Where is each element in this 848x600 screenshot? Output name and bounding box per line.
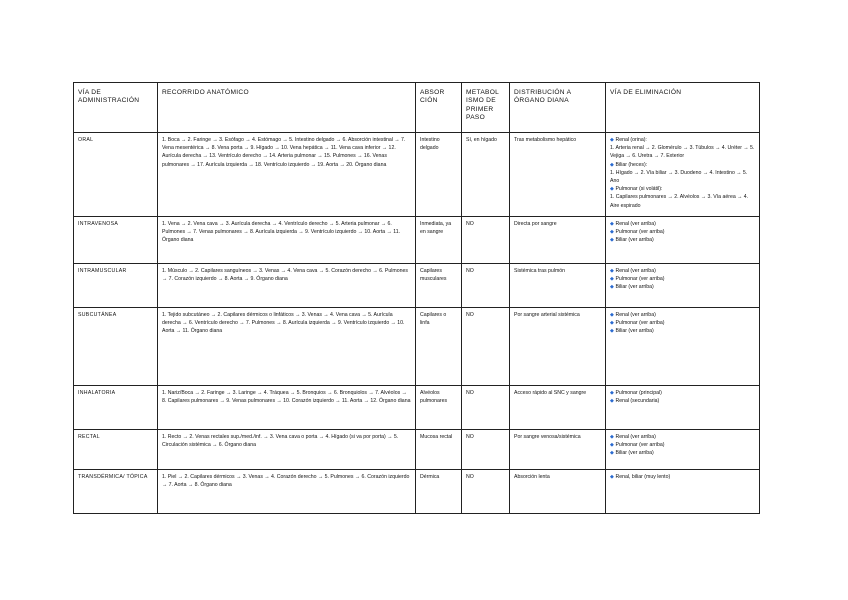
- table-row: [74, 217, 760, 264]
- diamond-bullet-icon: ◆: [610, 229, 614, 236]
- diamond-bullet-icon: ◆: [610, 434, 614, 440]
- route-absorcion: Alvéolos pulmonares: [416, 386, 462, 430]
- diamond-bullet-icon: ◆: [610, 320, 614, 327]
- route-eliminacion: [606, 430, 760, 470]
- table-header-row: [74, 83, 760, 133]
- table-row: [74, 470, 760, 514]
- route-metabolismo: NO: [462, 308, 510, 386]
- elimination-line: ◆ Pulmonar (ver arriba): [610, 276, 665, 283]
- header-eliminacion: VÍA DE ELIMINACIÓN: [606, 83, 760, 133]
- route-name: RECTAL: [74, 430, 158, 470]
- route-eliminacion: [606, 217, 760, 264]
- elimination-line: ◆ Pulmonar (ver arriba): [610, 229, 665, 236]
- diamond-bullet-icon: ◆: [610, 137, 614, 143]
- route-metabolismo: NO: [462, 386, 510, 430]
- diamond-bullet-icon: ◆: [610, 284, 614, 291]
- diamond-bullet-icon: ◆: [610, 328, 614, 335]
- diamond-bullet-icon: ◆: [610, 442, 614, 449]
- route-eliminacion: [606, 386, 760, 430]
- route-eliminacion: [606, 264, 760, 308]
- elimination-line: ◆ Renal (ver arriba): [610, 312, 656, 318]
- route-eliminacion: [606, 133, 760, 217]
- route-absorcion: Intestino delgado: [416, 133, 462, 217]
- elimination-line: ◆ Pulmonar (principal): [610, 390, 662, 396]
- route-name: INTRAMUSCULAR: [74, 264, 158, 308]
- diamond-bullet-icon: ◆: [610, 276, 614, 283]
- diamond-bullet-icon: ◆: [610, 268, 614, 274]
- route-recorrido: 1. Nariz/Boca → 2. Faringe → 3. Laringe → 4. Tráquea → 5. Bronquios → 6. Bronquiolos → 7. Alvéolos → 8. Capilares pulmonares → 9. Venas pulmonares → 10. Corazón izquierdo → 11. Aorta → 12. Órgano diana: [158, 386, 416, 430]
- elimination-line: ◆ Pulmonar (ver arriba): [610, 442, 665, 449]
- route-metabolismo: NO: [462, 430, 510, 470]
- route-eliminacion: [606, 470, 760, 514]
- route-recorrido: 1. Músculo → 2. Capilares sanguíneos → 3. Venas → 4. Vena cava → 5. Corazón derecho → 6. Pulmones → 7. Corazón izquierdo → 8. Aorta → 9. Órgano diana: [158, 264, 416, 308]
- route-metabolismo: NO: [462, 264, 510, 308]
- elimination-line: 1. Capilares pulmonares → 2. Alvéolos → 3. Vía aérea → 4. Aire espirado: [610, 194, 749, 209]
- route-distribucion: Acceso rápido al SNC y sangre: [510, 386, 606, 430]
- diamond-bullet-icon: ◆: [610, 186, 614, 193]
- elimination-line: 1. Arteria renal → 2. Glomérulo → 3. Túbulos → 4. Uréter → 5. Vejiga → 6. Uretra → 7. Exterior: [610, 145, 755, 160]
- elimination-line: ◆ Renal (orina):: [610, 137, 647, 143]
- elimination-line: ◆ Pulmonar (ver arriba): [610, 320, 665, 327]
- diamond-bullet-icon: ◆: [610, 390, 614, 396]
- header-absorcion: ABSOR CIÓN: [416, 83, 462, 133]
- route-distribucion: Absorción lenta: [510, 470, 606, 514]
- route-recorrido: 1. Vena → 2. Vena cava → 3. Aurícula derecha → 4. Ventrículo derecho → 5. Arteria pulmonar → 6. Pulmones → 7. Venas pulmonares → 8. Aurícula izquierda → 9. Ventrículo izquierdo → 10. Aorta → 11. Órgano diana: [158, 217, 416, 264]
- diamond-bullet-icon: ◆: [610, 221, 614, 227]
- elimination-line: ◆ Biliar (ver arriba): [610, 328, 654, 335]
- route-recorrido: 1. Recto → 2. Venas rectales sup./med./inf. → 3. Vena cava o porta → 4. Hígado (si va por porta) → 5. Circulación sistémica → 6. Órgano diana: [158, 430, 416, 470]
- route-name: INTRAVENOSA: [74, 217, 158, 264]
- route-absorcion: Capilares o linfa: [416, 308, 462, 386]
- elimination-line: ◆ Pulmonar (si volátil):: [610, 186, 663, 193]
- table-row: [74, 430, 760, 470]
- header-distribucion: DISTRIBUCIÓN A ÓRGANO DIANA: [510, 83, 606, 133]
- elimination-line: ◆ Renal (ver arriba): [610, 434, 656, 440]
- elimination-line: ◆ Biliar (ver arriba): [610, 284, 654, 291]
- route-absorcion: Inmediata, ya en sangre: [416, 217, 462, 264]
- diamond-bullet-icon: ◆: [610, 450, 614, 457]
- route-distribucion: Directa por sangre: [510, 217, 606, 264]
- diamond-bullet-icon: ◆: [610, 398, 614, 405]
- elimination-line: ◆ Renal, biliar (muy lento): [610, 474, 671, 480]
- route-metabolismo: NO: [462, 217, 510, 264]
- table-row: [74, 386, 760, 430]
- elimination-line: ◆ Biliar (heces):: [610, 161, 648, 168]
- route-absorcion: Capilares musculares: [416, 264, 462, 308]
- routes-table: [73, 82, 760, 514]
- route-recorrido: 1. Boca → 2. Faringe → 3. Esófago → 4. Estómago → 5. Intestino delgado → 6. Absorción intestinal → 7. Vena mesentérica → 8. Vena porta → 9. Hígado → 10. Vena hepática → 11. Vena cava inferior → 12. Aurícula derecha → 13. Ventrículo derecho → 14. Arteria pulmonar → 15. Pulmones → 16. Venas pulmonares → 17. Aurícula izquierda → 18. Ventrículo izquierdo → 19. Aorta → 20. Órgano diana: [158, 133, 416, 217]
- route-name: TRANSDÉRMICA/ TÓPICA: [74, 470, 158, 514]
- route-metabolismo: Sí, en hígado: [462, 133, 510, 217]
- route-absorcion: Mucosa rectal: [416, 430, 462, 470]
- route-distribucion: Tras metabolismo hepático: [510, 133, 606, 217]
- header-via: VÍA DE ADMINISTRACIÓN: [74, 83, 158, 133]
- elimination-line: ◆ Renal (ver arriba): [610, 221, 656, 227]
- route-eliminacion: [606, 308, 760, 386]
- route-absorcion: Dérmica: [416, 470, 462, 514]
- elimination-line: 1. Hígado → 2. Vía biliar → 3. Duodeno → 4. Intestino → 5. Ano: [610, 169, 748, 185]
- route-metabolismo: NO: [462, 470, 510, 514]
- elimination-line: ◆ Biliar (ver arriba): [610, 450, 654, 457]
- diamond-bullet-icon: ◆: [610, 312, 614, 318]
- route-name: ORAL: [74, 133, 158, 217]
- route-recorrido: 1. Tejido subcutáneo → 2. Capilares dérmicos o linfáticos → 3. Venas → 4. Vena cava → 5. Aurícula derecha → 6. Ventrículo derecho → 7. Pulmones → 8. Aurícula izquierda → 9. Ventrículo izquierdo → 10. Aorta → 11. Órgano diana: [158, 308, 416, 386]
- diamond-bullet-icon: ◆: [610, 237, 614, 244]
- route-name: INHALATORIA: [74, 386, 158, 430]
- diamond-bullet-icon: ◆: [610, 474, 614, 480]
- route-recorrido: 1. Piel → 2. Capilares dérmicos → 3. Venas → 4. Corazón derecho → 5. Pulmones → 6. Corazón izquierdo → 7. Aorta → 8. Órgano diana: [158, 470, 416, 514]
- header-metabolismo: METABOL ISMO DE PRIMER PASO: [462, 83, 510, 133]
- header-recorrido: RECORRIDO ANATÓMICO: [158, 83, 416, 133]
- table-row: [74, 264, 760, 308]
- table-row: [74, 308, 760, 386]
- route-distribucion: Por sangre venosa/sistémica: [510, 430, 606, 470]
- elimination-line: ◆ Biliar (ver arriba): [610, 237, 654, 244]
- elimination-line: ◆ Renal (ver arriba): [610, 268, 656, 274]
- elimination-line: ◆ Renal (secundaria): [610, 398, 660, 405]
- diamond-bullet-icon: ◆: [610, 161, 614, 168]
- table-row: [74, 133, 760, 217]
- route-name: SUBCUTÁNEA: [74, 308, 158, 386]
- route-distribucion: Por sangre arterial sistémica: [510, 308, 606, 386]
- route-distribucion: Sistémica tras pulmón: [510, 264, 606, 308]
